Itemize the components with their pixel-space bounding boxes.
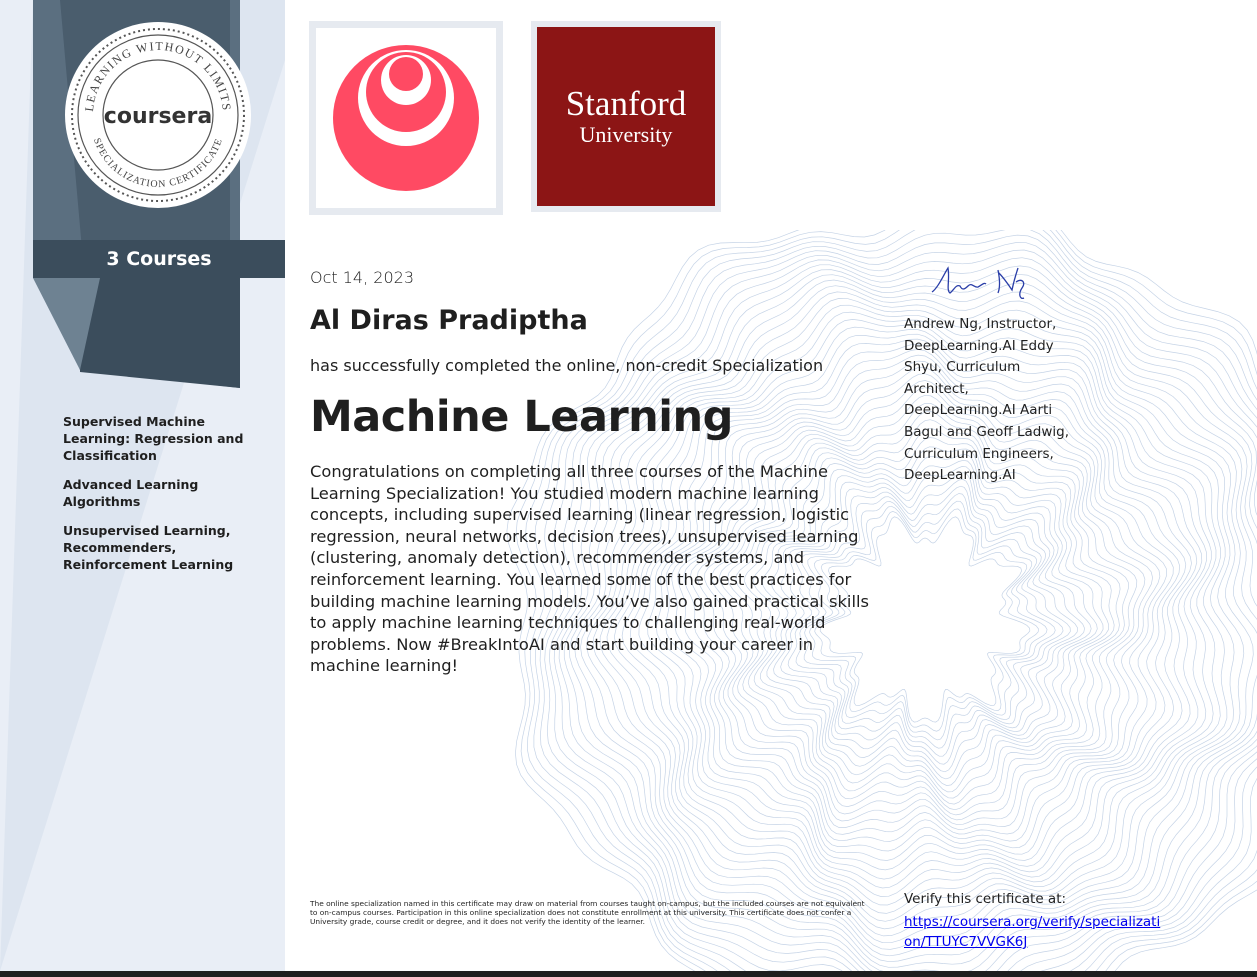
course-item-1: Supervised Machine Learning: Regression and Classification — [63, 414, 244, 463]
completion-statement: has successfully completed the online, non-credit Specialization — [310, 356, 824, 375]
coursera-logo-icon — [316, 28, 496, 208]
issue-date: Oct 14, 2023 — [310, 268, 414, 287]
seal-brand: coursera — [103, 104, 213, 129]
course-item-2: Advanced Learning Algorithms — [63, 477, 199, 509]
coursera-seal — [63, 20, 253, 210]
instructor-list: Andrew Ng, Instructor, DeepLearning.AI Eddy Shyu, Curriculum Architect, DeepLearning.AI Aarti Bagul and Geoff Ladwig, Curriculum Engineers, DeepLearning.AI — [904, 316, 1070, 484]
stanford-logo — [531, 21, 721, 212]
course-list — [63, 413, 263, 585]
specialization-description: Congratulations on completing all three courses of the Machine Learning Specialization! You studied modern machine learning concepts, including supervised learning (linear regression, logistic regression, neural networks, decision trees), unsupervised learning (clustering, anomaly detection), recommender systems, and reinforcement learning. You learned some of the best practices for building machine learning models. You’ve also gained practical skills to apply machine learning techniques to challenging real-world problems. Now #BreakIntoAI and start building your career in machine learning! — [310, 462, 869, 676]
instructor-signature — [928, 260, 1038, 302]
stanford-sub: University — [579, 121, 673, 147]
stanford-name: Stanford — [565, 83, 687, 123]
courses-count-band: 3 Courses — [33, 240, 285, 278]
disclaimer: The online specialization named in this certificate may draw on material from courses taught on-campus, but the included courses are not equivalent to on-campus courses. Participation in this online specialization does not constitute enrollment at this university. This certificate does not confer a University grade, course credit or degree, and it does not verify the identity of the learner. — [310, 899, 865, 927]
learner-name: Al Diras Pradiptha — [310, 305, 588, 336]
seal-ring-bottom: SPECIALIZATION CERTIFICATE — [90, 136, 226, 191]
verify-link[interactable]: https://coursera.org/verify/specialization/TTUYC7VVGK6J — [904, 914, 1161, 950]
coursera-logo — [309, 21, 503, 215]
course-item-3: Unsupervised Learning, Recommenders, Reinforcement Learning — [63, 523, 234, 572]
verify-label: Verify this certificate at: — [904, 891, 1067, 907]
sidebar — [0, 0, 285, 971]
seal-ring-top: LEARNING WITHOUT LIMITS — [81, 38, 234, 113]
specialization-title: Machine Learning — [310, 392, 733, 442]
bottom-border — [0, 971, 1257, 977]
